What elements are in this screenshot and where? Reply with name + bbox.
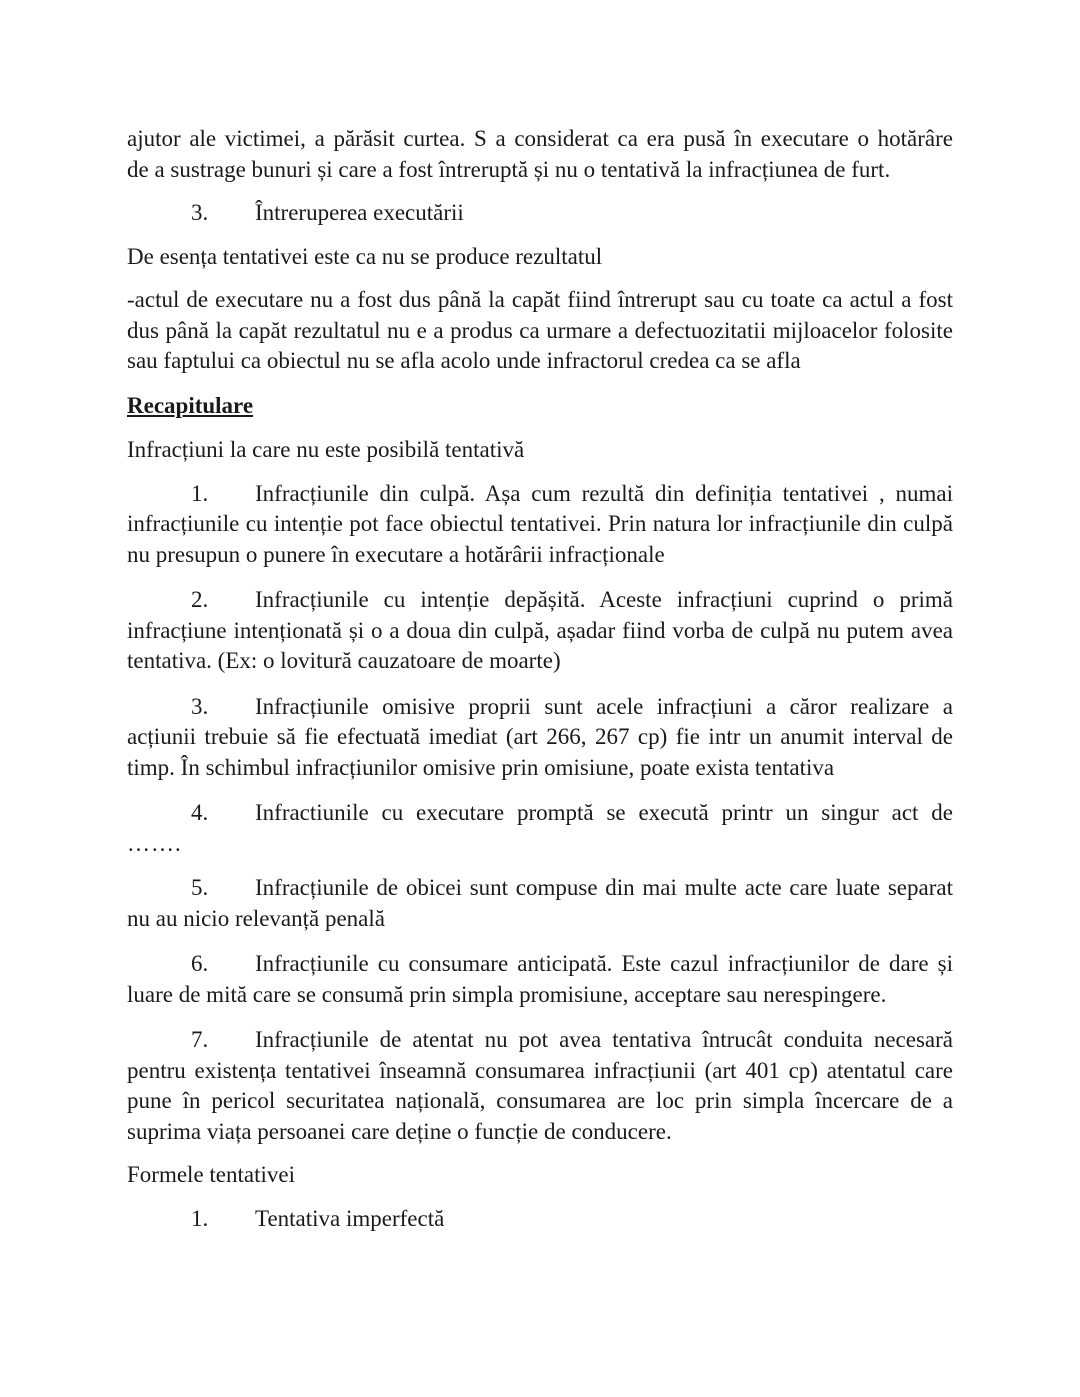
- forms-heading: Formele tentativei: [127, 1162, 295, 1187]
- intro-line-1: ajutor ale victimei, a părăsit curtea. S a considerat ca era pusă în executare o hotărâre: [127, 126, 953, 151]
- list-item-4: [127, 798, 953, 859]
- list-item-1: [127, 479, 953, 571]
- document-body: [127, 124, 953, 1249]
- item-number: 6.: [191, 951, 209, 976]
- item-number: 1.: [191, 1205, 209, 1231]
- item-text: Infractiunile cu executare promptă se execută printr un singur act de: [255, 800, 953, 825]
- item-text: Infracțiunile cu consumare anticipată. Este cazul infracțiunilor de dare și luare de mită care se consumă prin simpla promisiune, acceptare sau nerespingere.: [127, 951, 953, 1007]
- essence-paragraph: De esența tentativei este ca nu se produce rezultatul: [127, 243, 603, 269]
- item-number: 1.: [191, 480, 209, 506]
- list-item-7: [127, 1025, 953, 1147]
- item-text: Infracțiunile din culpă. Așa cum rezultă din definiția tentativei , numai infracțiunile cu intenție pot face obiectul tentativei. Prin natura lor infracțiunile din culpă nu presupun o punere în executare a hotărârii infracționale: [127, 480, 953, 567]
- intro-paragraph: [127, 124, 953, 185]
- item-number: 7.: [191, 1027, 209, 1052]
- item-text: Infracțiunile de atentat nu pot avea tentativa întrucât conduita necesară pentru existența tentativei înseamnă consumarea infracțiunii (art 401 cp) atentatul care pune în pericol securitatea națională, consumarea are loc prin simpla încercare de a suprima viața persoanei care deține o funcție de conducere.: [127, 1027, 953, 1144]
- item-text: Întreruperea executării: [255, 200, 464, 225]
- intro-line-2: de a sustrage bunuri și care a fost întreruptă și nu o tentativă la infracțiunea de furt.: [127, 156, 891, 182]
- item-number: 5.: [191, 875, 209, 900]
- item-text: Infracțiunile omisive proprii sunt acele infracțiuni a căror realizare a acțiunii trebuie să fie efectuată imediat (art 266, 267 cp) fie intr un anumit interval de timp. În schimbul infracțiunilor omisive prin omisiune, poate exista tentativa: [127, 693, 953, 780]
- section-heading-recapitulare: Recapitulare: [127, 392, 254, 418]
- item-number: 3.: [191, 200, 209, 225]
- item-number: 2.: [191, 587, 209, 612]
- subheading: Infracțiuni la care nu este posibilă tentativă: [127, 437, 525, 462]
- item-text: Tentativa imperfectă: [255, 1205, 445, 1231]
- item-continuation: …….: [127, 830, 182, 856]
- item-4-first-line: [127, 798, 953, 829]
- interruption-item: [127, 198, 953, 229]
- list-item-6: [127, 949, 953, 1010]
- list-item-3: [127, 692, 953, 784]
- item-text: Infracțiunile de obicei sunt compuse din mai multe acte care luate separat nu au nicio relevanță penală: [127, 875, 953, 931]
- list-item-5: [127, 873, 953, 934]
- list-item-2: [127, 585, 953, 677]
- forms-item-1: [127, 1204, 953, 1235]
- item-number: 4.: [191, 800, 209, 825]
- act-paragraph: -actul de executare nu a fost dus până la capăt fiind întrerupt sau cu toate ca actul a fost dus până la capăt rezultatul nu e a produs ca urmare a defectuozitatii mijloacelor folosite sau faptului ca obiectul nu se afla acolo unde infractorul credea ca se afla: [127, 287, 953, 373]
- item-text: Infracțiunile cu intenție depășită. Aceste infracțiuni cuprind o primă infracțiune intenționată și o a doua din culpă, așadar fiind vorba de culpă nu putem avea tentativa. (Ex: o lovitură cauzatoare de moarte): [127, 587, 953, 673]
- item-number: 3.: [191, 693, 209, 719]
